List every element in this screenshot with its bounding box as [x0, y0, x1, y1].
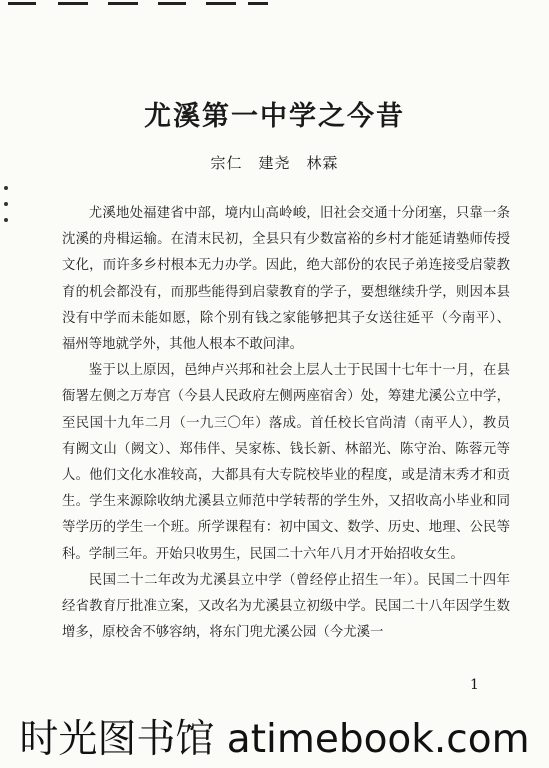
top-edge-marks: [8, 2, 268, 8]
paragraph-1: 尤溪地处福建省中部，境内山高岭峻，旧社会交通十分闭塞，只靠一条沈溪的舟楫运输。在清末民初，全县只有少数富裕的乡村才能延请塾师传授文化，而许多乡村根本无力办学。因此，绝大部份的农民子弟连接受启蒙教育的机会都没有，而那些能得到启蒙教育的学子，要想继续升学，则因本县没有中学而未能如愿，除个别有钱之家能够把其子女送往延平（今南平）、福州等地就学外，其他人根本不敢问津。: [62, 206, 510, 353]
scan-speck: [4, 186, 8, 190]
paragraph-2: 鉴于以上原因，邑绅卢兴邦和社会上层人士于民国十七年十一月，在县衙署左侧之万寿宫（今县人民政府左侧两座宿舍）处，筹建尤溪公立中学，至民国十九年二月（一九三〇年）落成。首任校长官尚清（南平人），教员有阙文山（阙文）、郑伟伴、吴家栋、钱长新、林韶光、陈守治、陈蓉元等人。他们文化水准较高，大都具有大专院校毕业的程度，或是清末秀才和贡生。学生来源除收纳尤溪县立师范中学转帮的学生外，又招收高小毕业和同等学历的学生一个班。所学课程有：初中国文、数学、历史、地理、公民等科。学制三年。开始只收男生，民国二十六年八月才开始招收女生。: [62, 363, 510, 562]
watermark-banner: 时光图书馆 atimebook.com: [19, 717, 530, 762]
paragraph-3: 民国二十二年改为尤溪县立中学（曾经停止招生一年）。民国二十四年经省教育厅批准立案，又改名为尤溪县立初级中学。民国二十八年因学生数增多，原校舍不够容纳，将东门兜尤溪公园（今尤溪一: [62, 572, 510, 641]
page-title: 尤溪第一中学之今昔: [144, 101, 405, 132]
article-body: [62, 201, 510, 646]
scan-speck: [4, 202, 8, 206]
author-line: 宗仁 建尧 林霖: [210, 154, 339, 172]
scan-speck: [4, 218, 8, 222]
page-number: 1: [470, 677, 479, 693]
